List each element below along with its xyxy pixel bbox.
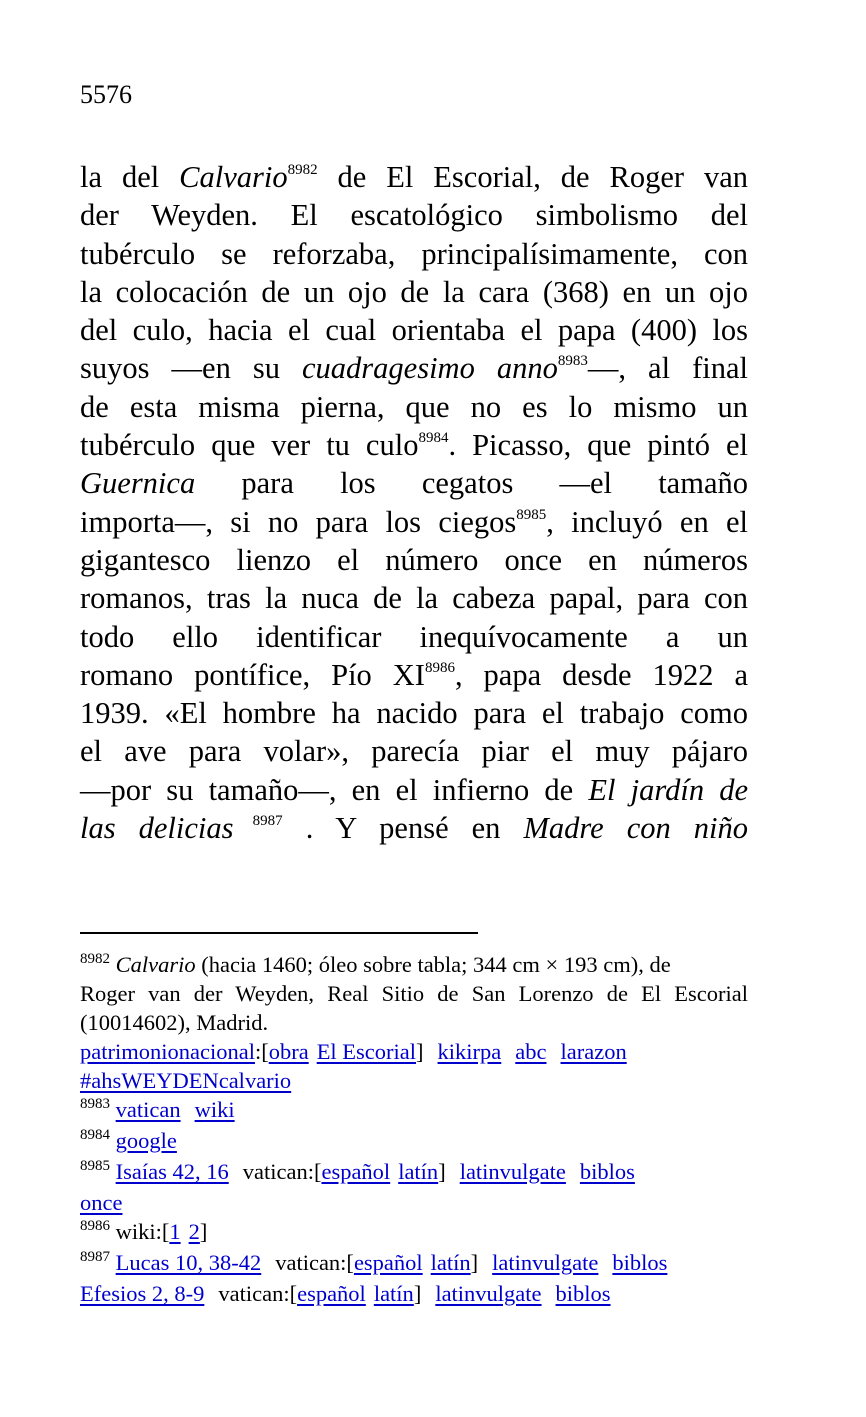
wiki-2-link[interactable]: 2 [188,1219,200,1244]
artwork-title: las delicias [80,811,234,846]
text-line: de esta misma pierna, que no es lo mismo un [80,389,748,424]
google-link[interactable]: google [115,1128,177,1153]
text-line: el ave para volar», parecía piar el muy pájaro [80,734,748,769]
footnote-8987-line [80,1279,748,1308]
text-line [80,349,748,387]
text-line [80,426,748,464]
text-run: , incluyó en el [546,504,748,539]
link-bracket: ] [470,1250,479,1275]
latin-link[interactable]: latín [430,1250,471,1275]
link-bracket: ] [199,1219,208,1244]
biblos-link[interactable]: biblos [579,1159,635,1184]
efesios-link[interactable]: Efesios 2, 8-9 [80,1281,205,1306]
footnote-8982-links [80,1037,748,1066]
text-run: tubérculo que ver tu culo [80,428,419,463]
footnote-number: 8985 [80,1158,110,1174]
footnote-number: 8986 [80,1218,110,1234]
vatican-label: vatican:[ [242,1159,322,1184]
italic-phrase: cuadragesimo anno [302,351,558,386]
isaias-link[interactable]: Isaías 42, 16 [115,1159,229,1184]
text-run: romano pontífice, Pío XI [80,657,425,692]
link-bracket: ] [413,1281,422,1306]
footnote-text: (hacia 1460; óleo sobre tabla; 344 cm × 193 cm), de [195,952,671,977]
body-text [80,158,748,847]
text-line [80,809,748,847]
link-bracket: ] [438,1159,446,1184]
footnotes [80,950,748,1308]
artwork-title: Guernica [80,466,196,501]
text-run: . Picasso, que pintó el [448,428,748,463]
footnote-number: 8987 [80,1249,110,1265]
text-run: , papa desde 1922 a [454,657,748,692]
footnote-ref: 8985 [516,506,547,523]
text-line: del culo, hacia el cual orientaba el papa (400) los [80,313,748,348]
text-run: —, al final [587,351,748,386]
once-link[interactable]: once [80,1190,123,1215]
vatican-label: vatican:[ [275,1250,354,1275]
link-bracket: ] [416,1039,424,1064]
text-line: gigantesco lienzo el número once en números [80,542,748,577]
text-run: —por su tamaño—, en el infierno de [80,772,589,807]
biblos-link[interactable]: biblos [612,1250,668,1275]
espanol-link[interactable]: español [297,1281,366,1306]
latin-link[interactable]: latín [373,1281,414,1306]
footnote-8982-line: Roger van der Weyden, Real Sitio de San Lorenzo de El Escorial [80,981,748,1006]
text-run: suyos —en su [80,351,303,386]
wiki-label: wiki:[ [115,1219,170,1244]
artwork-title: Madre con niño [523,811,749,846]
text-run: importa—, si no para los ciegos [80,504,517,539]
footnote-ref: 8987 [233,813,283,830]
footnote-8983-line [80,1095,748,1126]
footnote-8982-line: (10014602), Madrid. [80,1010,269,1035]
wiki-1-link[interactable]: 1 [169,1219,181,1244]
footnote-number: 8982 [80,951,110,967]
text-line: todo ello identificar inequívocamente a un [80,619,748,654]
artwork-title: El jardín de [588,772,749,807]
footnote-ref: 8984 [418,430,449,447]
footnote-8984-line [80,1126,748,1157]
text-line [80,771,748,809]
footnote-8982-links [80,1066,748,1095]
abc-link[interactable]: abc [515,1039,547,1064]
footnote-8987-line [80,1248,748,1279]
latinvulgate-link[interactable]: latinvulgate [459,1159,566,1184]
text-line [80,158,748,196]
obra-link[interactable]: obra [268,1039,309,1064]
footnote-ref: 8982 [287,162,318,178]
biblos-link[interactable]: biblos [555,1281,611,1306]
text-line: 1939. «El hombre ha nacido para el trabajo como [80,696,748,731]
text-line [80,503,748,541]
espanol-link[interactable]: español [321,1159,391,1184]
text-line: romanos, tras la nuca de la cabeza papal, para con [80,581,748,616]
espanol-link[interactable]: español [353,1250,423,1275]
footnote-number: 8983 [80,1096,110,1112]
link-bracket: :[ [254,1039,269,1064]
page-number: 5576 [80,80,132,109]
footnote-ref: 8983 [557,353,588,370]
text-line [80,464,748,502]
footnote-8982-line [80,950,748,979]
kikirpa-link[interactable]: kikirpa [437,1039,502,1064]
footnote-ref: 8986 [424,659,455,676]
text-line: tubérculo se reforzaba, principalísimamente, con [80,236,748,271]
text-line: la colocación de un ojo de la cara (368) en un ojo [80,274,748,309]
lucas-link[interactable]: Lucas 10, 38-42 [115,1250,262,1275]
footnote-8985-line [80,1157,748,1188]
text-run: . Y pensé en [282,811,524,846]
text-run: de El Escorial, de Roger van [317,160,748,194]
footnote-separator [80,932,478,934]
latin-link[interactable]: latín [398,1159,439,1184]
footnote-number: 8984 [80,1127,110,1143]
ahs-weyden-calvario-link[interactable]: #ahsWEYDENcalvario [80,1068,292,1093]
text-run: la del [80,160,180,194]
text-line [80,656,748,694]
larazon-link[interactable]: larazon [560,1039,627,1064]
vatican-label: vatican:[ [218,1281,298,1306]
text-run: para los cegatos —el tamaño [195,466,748,501]
wiki-link[interactable]: wiki [194,1097,235,1122]
footnote-8986-line [80,1217,748,1248]
text-line: der Weyden. El escatológico simbolismo del [80,198,748,233]
artwork-title: Calvario [115,952,196,977]
footnote-8985-line [80,1188,748,1217]
patrimonionacional-link[interactable]: patrimonionacional [80,1039,255,1064]
vatican-link[interactable]: vatican [115,1097,181,1122]
latinvulgate-link[interactable]: latinvulgate [435,1281,542,1306]
el-escorial-link[interactable]: El Escorial [316,1039,417,1064]
artwork-title: Calvario [179,160,288,194]
latinvulgate-link[interactable]: latinvulgate [492,1250,599,1275]
